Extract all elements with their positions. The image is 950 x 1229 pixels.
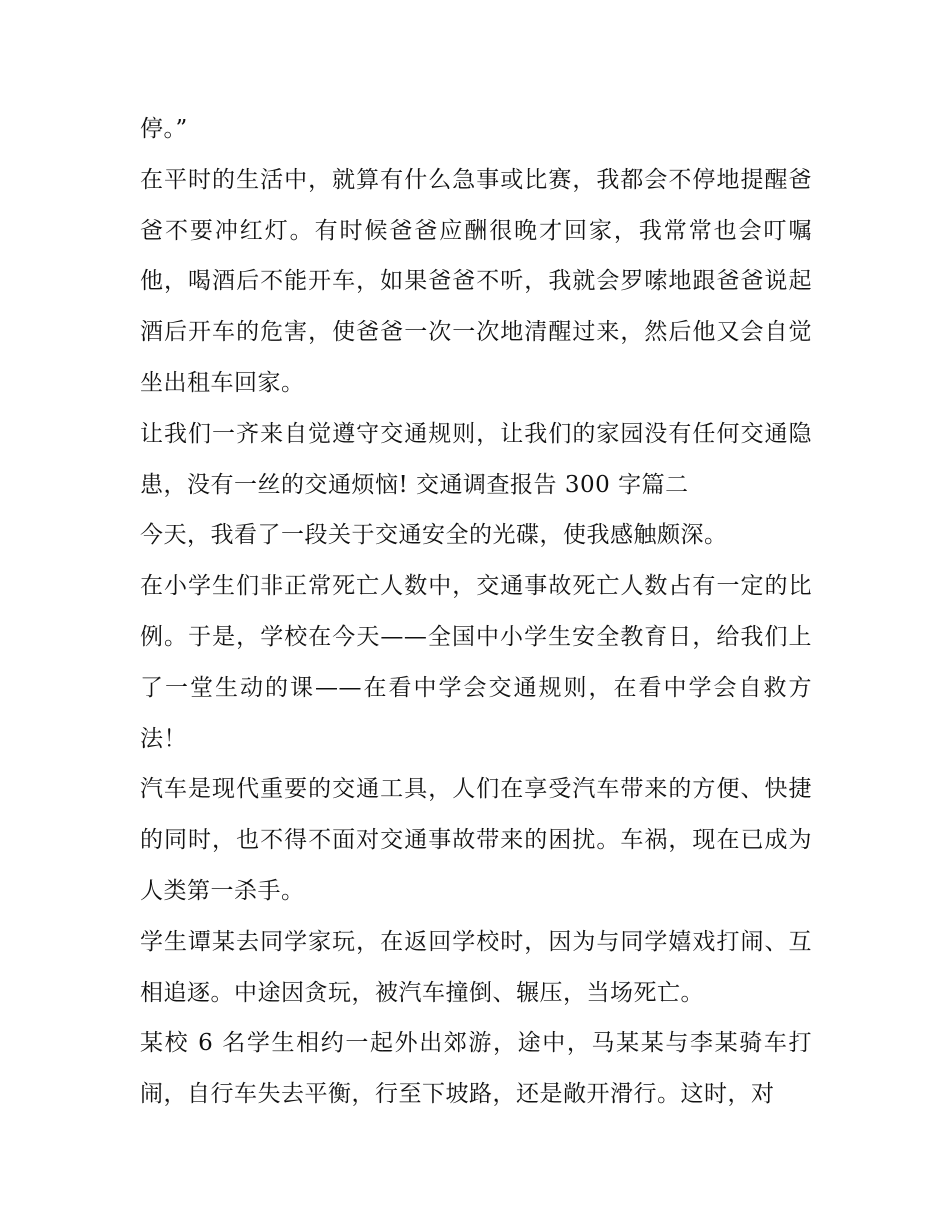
paragraph-3: 让我们一齐来自觉遵守交通规则，让我们的家园没有任何交通隐患，没有一丝的交通烦恼! 交通调查报告 300 字篇二 [140,420,812,498]
paragraph-8: 某校 6 名学生相约一起外出郊游，途中，马某某与李某骑车打闹，自行车失去平衡，行至下坡路，还是敞开滑行。这时，对 [140,1030,812,1108]
paragraph-6: 汽车是现代重要的交通工具，人们在享受汽车带来的方便、快捷的同时，也不得不面对交通事故带来的困扰。车祸，现在已成为人类第一杀手。 [140,776,812,904]
paragraph-2: 在平时的生活中，就算有什么急事或比赛，我都会不停地提醒爸爸不要冲红灯。有时候爸爸应酬很晚才回家，我常常也会叮嘱他，喝酒后不能开车，如果爸爸不听，我就会罗嗦地跟爸爸说起酒后开车的危害，使爸爸一次一次地清醒过来，然后他又会自觉坐出租车回家。 [140,166,812,396]
paragraph-4: 今天，我看了一段关于交通安全的光碟，使我感触颇深。 [140,522,728,549]
paragraph-5: 在小学生们非正常死亡人数中，交通事故死亡人数占有一定的比例。于是，学校在今天——全国中小学生安全教育日，给我们上了一堂生动的课——在看中学会交通规则，在看中学会自救方法！ [140,573,812,752]
document-body [140,104,812,1120]
paragraph-1: 停。” [140,116,188,142]
paragraph-7: 学生谭某去同学家玩，在返回学校时，因为与同学嬉戏打闹、互相追逐。中途因贪玩，被汽车撞倒、辗压，当场死亡。 [140,928,812,1006]
